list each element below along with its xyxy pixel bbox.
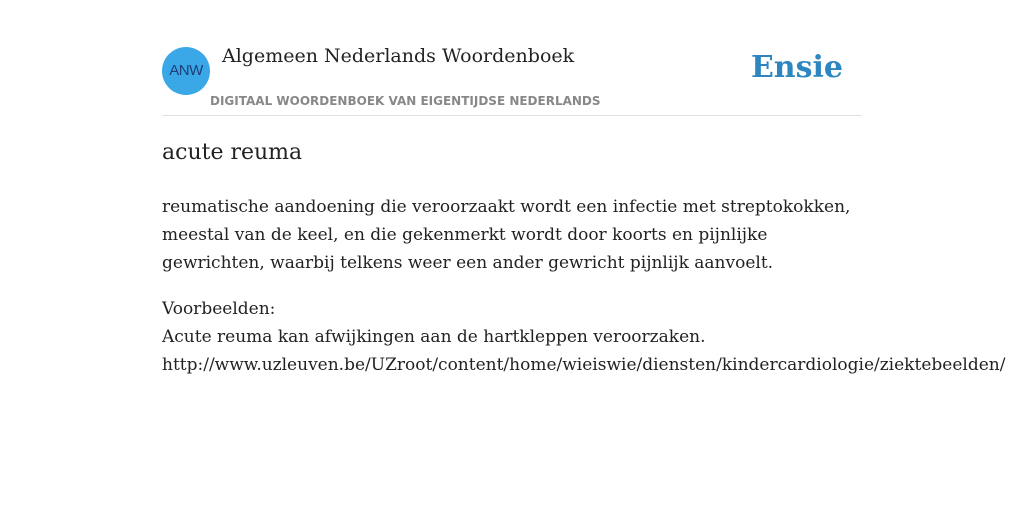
site-title[interactable]: Algemeen Nederlands Woordenboek bbox=[222, 45, 575, 67]
example-source-url: http://www.uzleuven.be/UZroot/content/home/wieiswie/diensten/kindercardiologie/ziektebeelden/ bbox=[162, 355, 1006, 375]
examples-section bbox=[162, 295, 1024, 379]
site-subtitle: DIGITAAL WOORDENBOEK VAN EIGENTIJDSE NEDERLANDS bbox=[210, 94, 601, 108]
examples-label: Voorbeelden: bbox=[162, 299, 276, 319]
header-divider bbox=[162, 115, 862, 116]
entry-term: acute reuma bbox=[162, 140, 303, 165]
anw-logo[interactable]: ANW bbox=[162, 47, 210, 95]
entry-card bbox=[162, 0, 1006, 512]
entry-definition: reumatische aandoening die veroorzaakt wordt een infectie met streptokokken, meestal van de keel, en die gekenmerkt wordt door koorts en pijnlijke gewrichten, waarbij telkens weer een ander gewricht pijnlijk aanvoelt. bbox=[162, 197, 851, 273]
example-sentence: Acute reuma kan afwijkingen aan de hartkleppen veroorzaken. bbox=[162, 327, 706, 347]
ensie-brand-logo[interactable]: Ensie bbox=[750, 50, 843, 85]
